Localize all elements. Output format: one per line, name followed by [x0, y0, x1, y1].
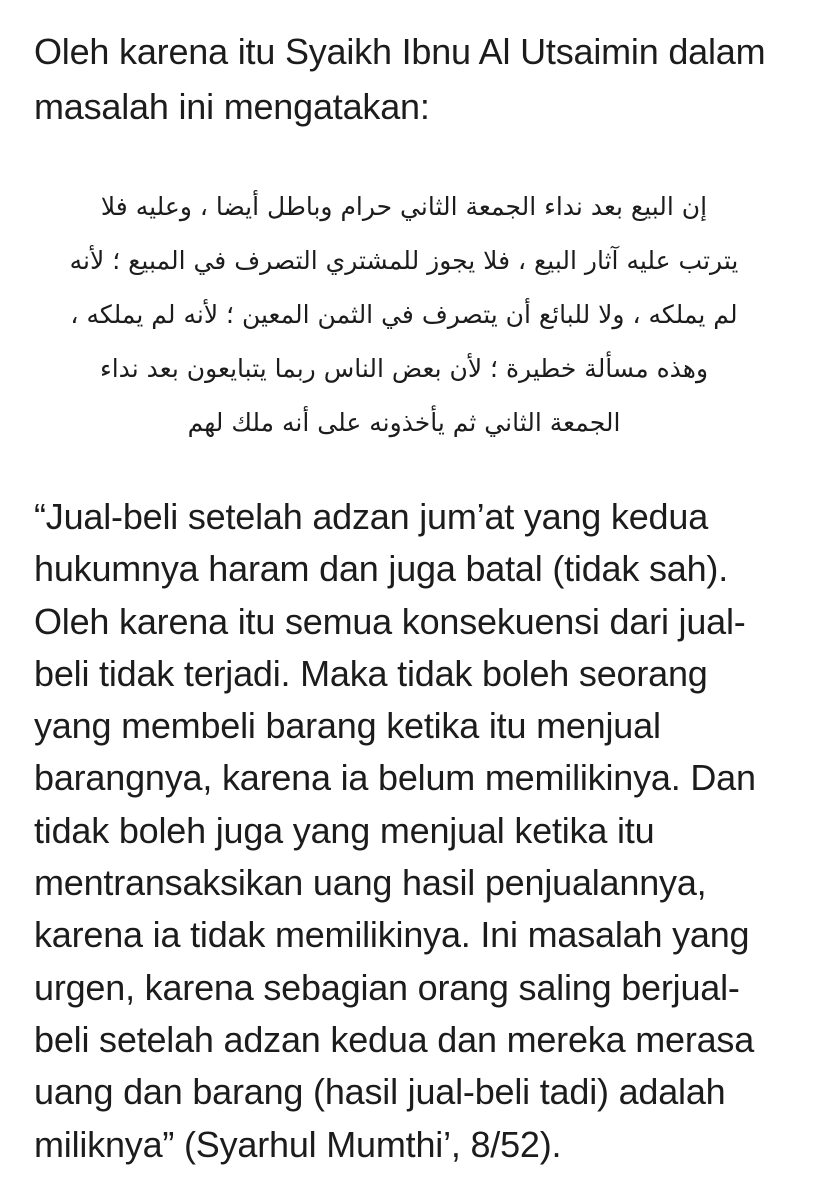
- translation-line: mentransaksikan uang hasil penjualannya,: [34, 862, 707, 904]
- translation-paragraph: [34, 491, 774, 1171]
- arabic-quote-line: الجمعة الثاني ثم يأخذونه على أنه ملك لهم: [187, 408, 621, 437]
- intro-line: masalah ini mengatakan:: [34, 86, 430, 127]
- translation-line: tidak boleh juga yang menjual ketika itu: [34, 809, 655, 851]
- translation-line: Oleh karena itu semua konsekuensi dari jual-: [34, 600, 746, 642]
- intro-line: Oleh karena itu Syaikh Ibnu Al Utsaimin dalam: [34, 31, 766, 72]
- arabic-quote-line: يترتب عليه آثار البيع ، فلا يجوز للمشتري التصرف في المبيع ؛ لأنه: [69, 246, 739, 275]
- translation-line: hukumnya haram dan juga batal (tidak sah).: [34, 548, 729, 590]
- arabic-quote-line: وهذه مسألة خطيرة ؛ لأن بعض الناس ربما يتبايعون بعد نداء: [99, 354, 709, 383]
- arabic-quote-line: لم يملكه ، ولا للبائع أن يتصرف في الثمن المعين ؛ لأنه لم يملكه ،: [70, 300, 738, 329]
- translation-line: beli setelah adzan kedua dan mereka merasa: [34, 1018, 755, 1060]
- translation-line: urgen, karena sebagian orang saling berjual-: [34, 966, 740, 1008]
- translation-line: beli tidak terjadi. Maka tidak boleh seorang: [34, 652, 708, 694]
- translation-line: uang dan barang (hasil jual-beli tadi) adalah: [34, 1071, 726, 1113]
- translation-line: karena ia tidak memilikinya. Ini masalah yang: [34, 914, 750, 956]
- intro-paragraph: [34, 24, 774, 134]
- translation-line: yang membeli barang ketika itu menjual: [34, 705, 661, 747]
- translation-line: barangnya, karena ia belum memilikinya. Dan: [34, 757, 756, 799]
- arabic-quote: [34, 180, 774, 450]
- translation-line: “Jual-beli setelah adzan jum’at yang kedua: [34, 496, 709, 537]
- arabic-quote-line: إن البيع بعد نداء الجمعة الثاني حرام وباطل أيضا ، وعليه فلا: [100, 192, 708, 221]
- translation-line: miliknya” (Syarhul Mumthi’, 8/52).: [34, 1123, 562, 1165]
